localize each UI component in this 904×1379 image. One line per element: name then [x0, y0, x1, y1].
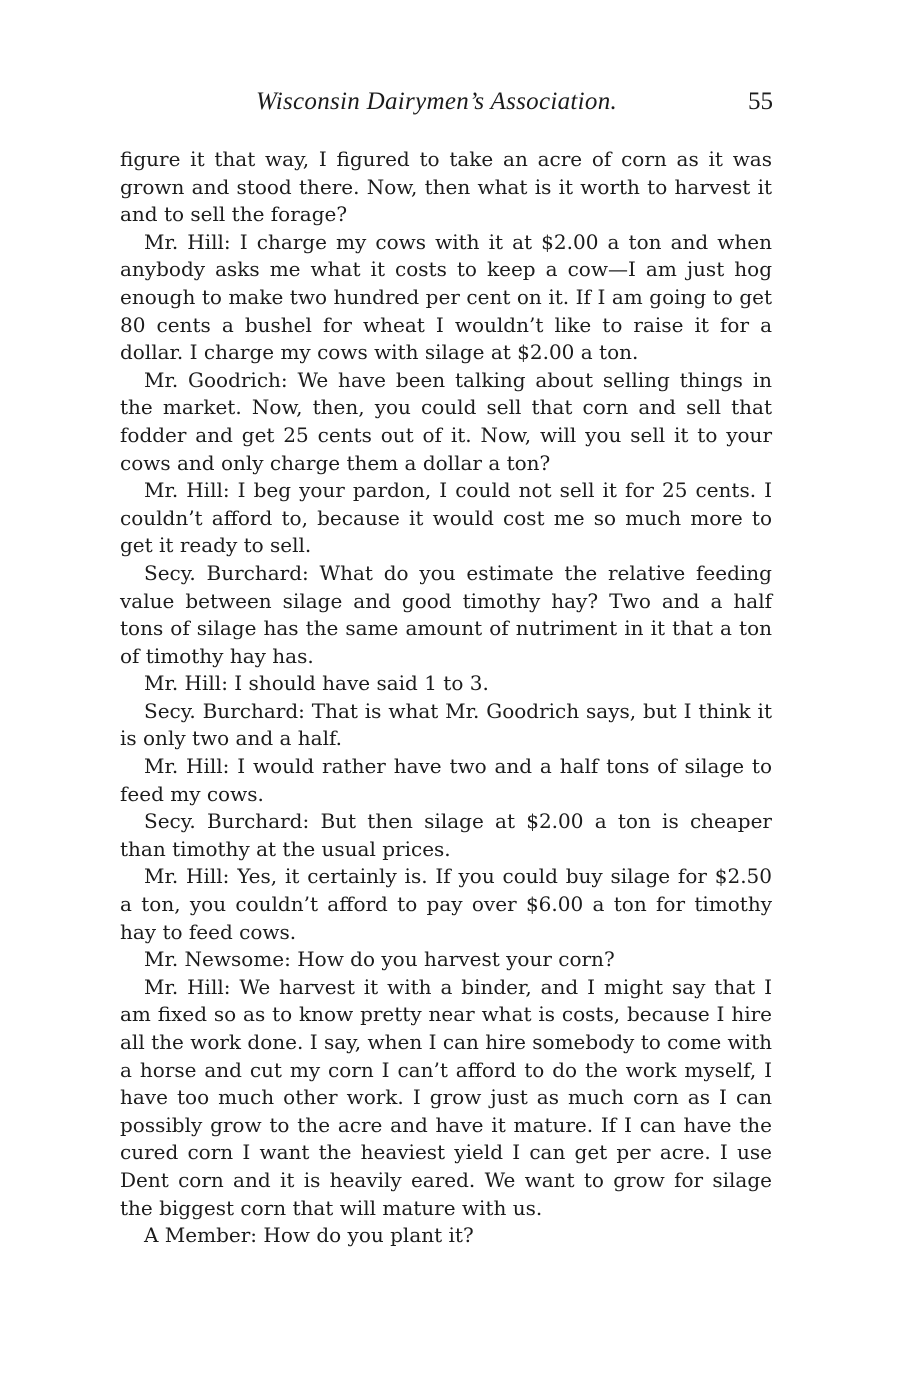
speech-text: How do you harvest your corn?: [297, 947, 615, 972]
paragraph-text: figure it that way, I figured to take an acre of corn as it was grown and stood there. Now, then what is it worth to harvest it and to sell the forage?: [120, 147, 772, 227]
speech-text: That is what Mr. Goodrich says, but I think it is only two and a half.: [120, 698, 772, 751]
speech-text: What do you estimate the relative feeding value between silage and good timothy hay? Two and a half tons of silage has the same amount of nutriment in it that a ton of timothy hay has.: [120, 560, 772, 668]
speaker-label: Mr. Hill:: [144, 671, 228, 696]
speaker-label: Mr. Goodrich:: [144, 367, 288, 392]
speech-text: How do you plant it?: [263, 1223, 474, 1248]
speaker-label: Secy. Burchard:: [144, 809, 310, 834]
dialogue-paragraph: [120, 974, 772, 1222]
speaker-label: Mr. Hill:: [144, 478, 230, 503]
speech-text: We have been talking about selling things in the market. Now, then, you could sell that corn and sell that fodder and get 25 cents out of it. Now, will you sell it to your cows and only charge them a dollar a ton?: [120, 367, 773, 475]
speaker-label: Secy. Burchard:: [144, 698, 305, 723]
dialogue-paragraph: [120, 560, 772, 670]
dialogue-paragraph: [120, 753, 772, 808]
speaker-label: Mr. Newsome:: [144, 947, 291, 972]
dialogue-paragraph: [120, 863, 772, 946]
speech-text: We harvest it with a binder, and I might say that I am fixed so as to know pretty near what is costs, because I hire all the work done. I say, when I can hire somebody to come with a horse and cut my corn I can’t afford to do the work myself, I have too much other work. I grow just as much corn as I can possibly grow to the acre and have it mature. If I can have the cured corn I want the heaviest yield I can get per acre. I use Dent corn and it is heavily eared. We want to grow for silage the biggest corn that will mature with us.: [120, 974, 772, 1220]
speech-text: I would rather have two and a half tons of silage to feed my cows.: [120, 754, 772, 806]
speaker-label: Mr. Hill:: [144, 229, 231, 254]
dialogue-paragraph: [120, 670, 772, 698]
dialogue-paragraph: [120, 1222, 772, 1250]
continued-paragraph: [120, 146, 772, 229]
speaker-label: A Member:: [144, 1223, 258, 1248]
speaker-label: Mr. Hill:: [144, 864, 230, 889]
dialogue-paragraph: [120, 229, 772, 367]
speaker-label: Mr. Hill:: [144, 754, 230, 779]
body-text: [120, 146, 772, 1250]
dialogue-paragraph: [120, 946, 772, 974]
speech-text: Yes, it certainly is. If you could buy silage for $2.50 a ton, you couldn’t afford to pay over $6.00 a ton for timothy hay to feed cows.: [120, 864, 773, 944]
dialogue-paragraph: [120, 808, 772, 863]
dialogue-paragraph: [120, 698, 772, 753]
speech-text: But then silage at $2.00 a ton is cheaper than timothy at the usual prices.: [120, 809, 772, 861]
dialogue-paragraph: [120, 477, 772, 560]
speech-text: I should have said 1 to 3.: [234, 671, 489, 696]
speaker-label: Mr. Hill:: [144, 974, 231, 999]
running-title: Wisconsin Dairymen’s Association.: [256, 88, 618, 115]
speaker-label: Secy. Burchard:: [144, 560, 309, 585]
page-header: [118, 88, 773, 122]
page-number: 55: [748, 88, 773, 115]
dialogue-paragraph: [120, 367, 772, 477]
speech-text: I charge my cows with it at $2.00 a ton and when anybody asks me what it costs to keep a cow—I am just hog enough to make two hundred per cent on it. If I am going to get 80 cents a bushel for wheat I wouldn’t like to raise it for a dollar. I charge my cows with silage at $2.00 a ton.: [120, 229, 772, 365]
speech-text: I beg your pardon, I could not sell it for 25 cents. I couldn’t afford to, because it would cost me so much more to get it ready to sell.: [120, 478, 773, 558]
